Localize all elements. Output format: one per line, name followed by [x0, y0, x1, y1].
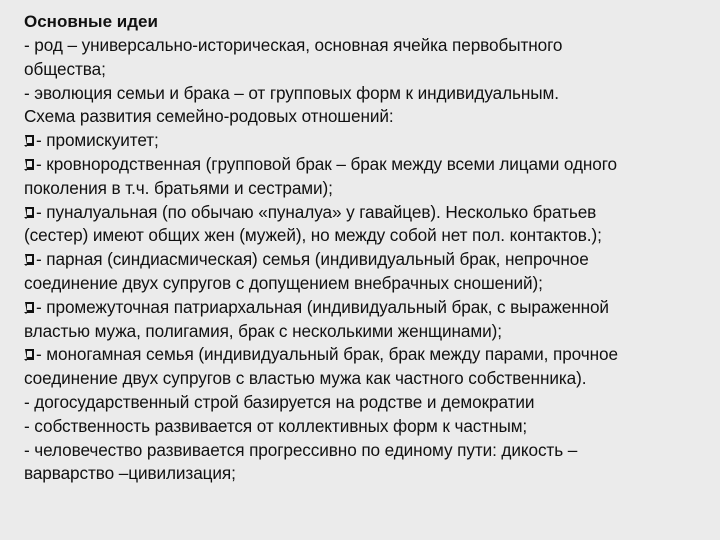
slide-body	[24, 34, 696, 486]
checkbox-q-icon	[24, 301, 35, 314]
bullet-text: - парная (синдиасмическая) семья (индивидуальный брак, непрочное	[36, 249, 589, 270]
text-line: властью мужа, полигамия, брак с несколькими женщинами);	[24, 320, 502, 341]
text-line: поколения в т.ч. братьями и сестрами);	[24, 177, 333, 198]
text-line: соединение двух супругов с допущением внебрачных сношений);	[24, 272, 543, 293]
text-line: общества;	[24, 58, 106, 79]
text-line: варварство –цивилизация;	[24, 463, 236, 484]
checkbox-q-icon	[24, 348, 35, 361]
checkbox-q-icon	[24, 206, 35, 219]
text-line: - род – универсально-историческая, основная ячейка первобытного	[24, 35, 563, 55]
checkbox-q-icon	[24, 253, 35, 266]
bullet-text: - промежуточная патриархальная (индивидуальный брак, с выраженной	[36, 296, 609, 317]
text-line: - собственность развивается от коллективных форм к частным;	[24, 415, 528, 436]
text-line: Схема развития семейно-родовых отношений:	[24, 106, 394, 127]
text-line: - догосударственный строй базируется на родстве и демократии	[24, 391, 535, 412]
text-line: (сестер) имеют общих жен (мужей), но между собой нет пол. контактов.);	[24, 225, 602, 246]
bullet-text: - промискуитет;	[36, 130, 159, 151]
checkbox-q-icon	[24, 158, 35, 171]
text-line: соединение двух супругов с властью мужа как частного собственника).	[24, 368, 587, 389]
bullet-line	[24, 129, 696, 153]
checkbox-q-icon	[24, 134, 35, 147]
bullet-line	[24, 296, 696, 320]
text-line: - человечество развивается прогрессивно по единому пути: дикость –	[24, 439, 578, 460]
bullet-text: - моногамная семья (индивидуальный брак, брак между парами, прочное	[36, 344, 618, 365]
bullet-line	[24, 201, 696, 225]
slide-title: Основные идеи	[24, 12, 158, 31]
bullet-text: - пуналуальная (по обычаю «пуналуа» у гавайцев). Несколько братьев	[36, 201, 597, 222]
bullet-line	[24, 153, 696, 177]
bullet-text: - кровнородственная (групповой брак – брак между всеми лицами одного	[36, 153, 618, 174]
text-line: - эволюция семьи и брака – от групповых форм к индивидуальным.	[24, 82, 559, 103]
bullet-line	[24, 343, 696, 367]
bullet-line	[24, 248, 696, 272]
